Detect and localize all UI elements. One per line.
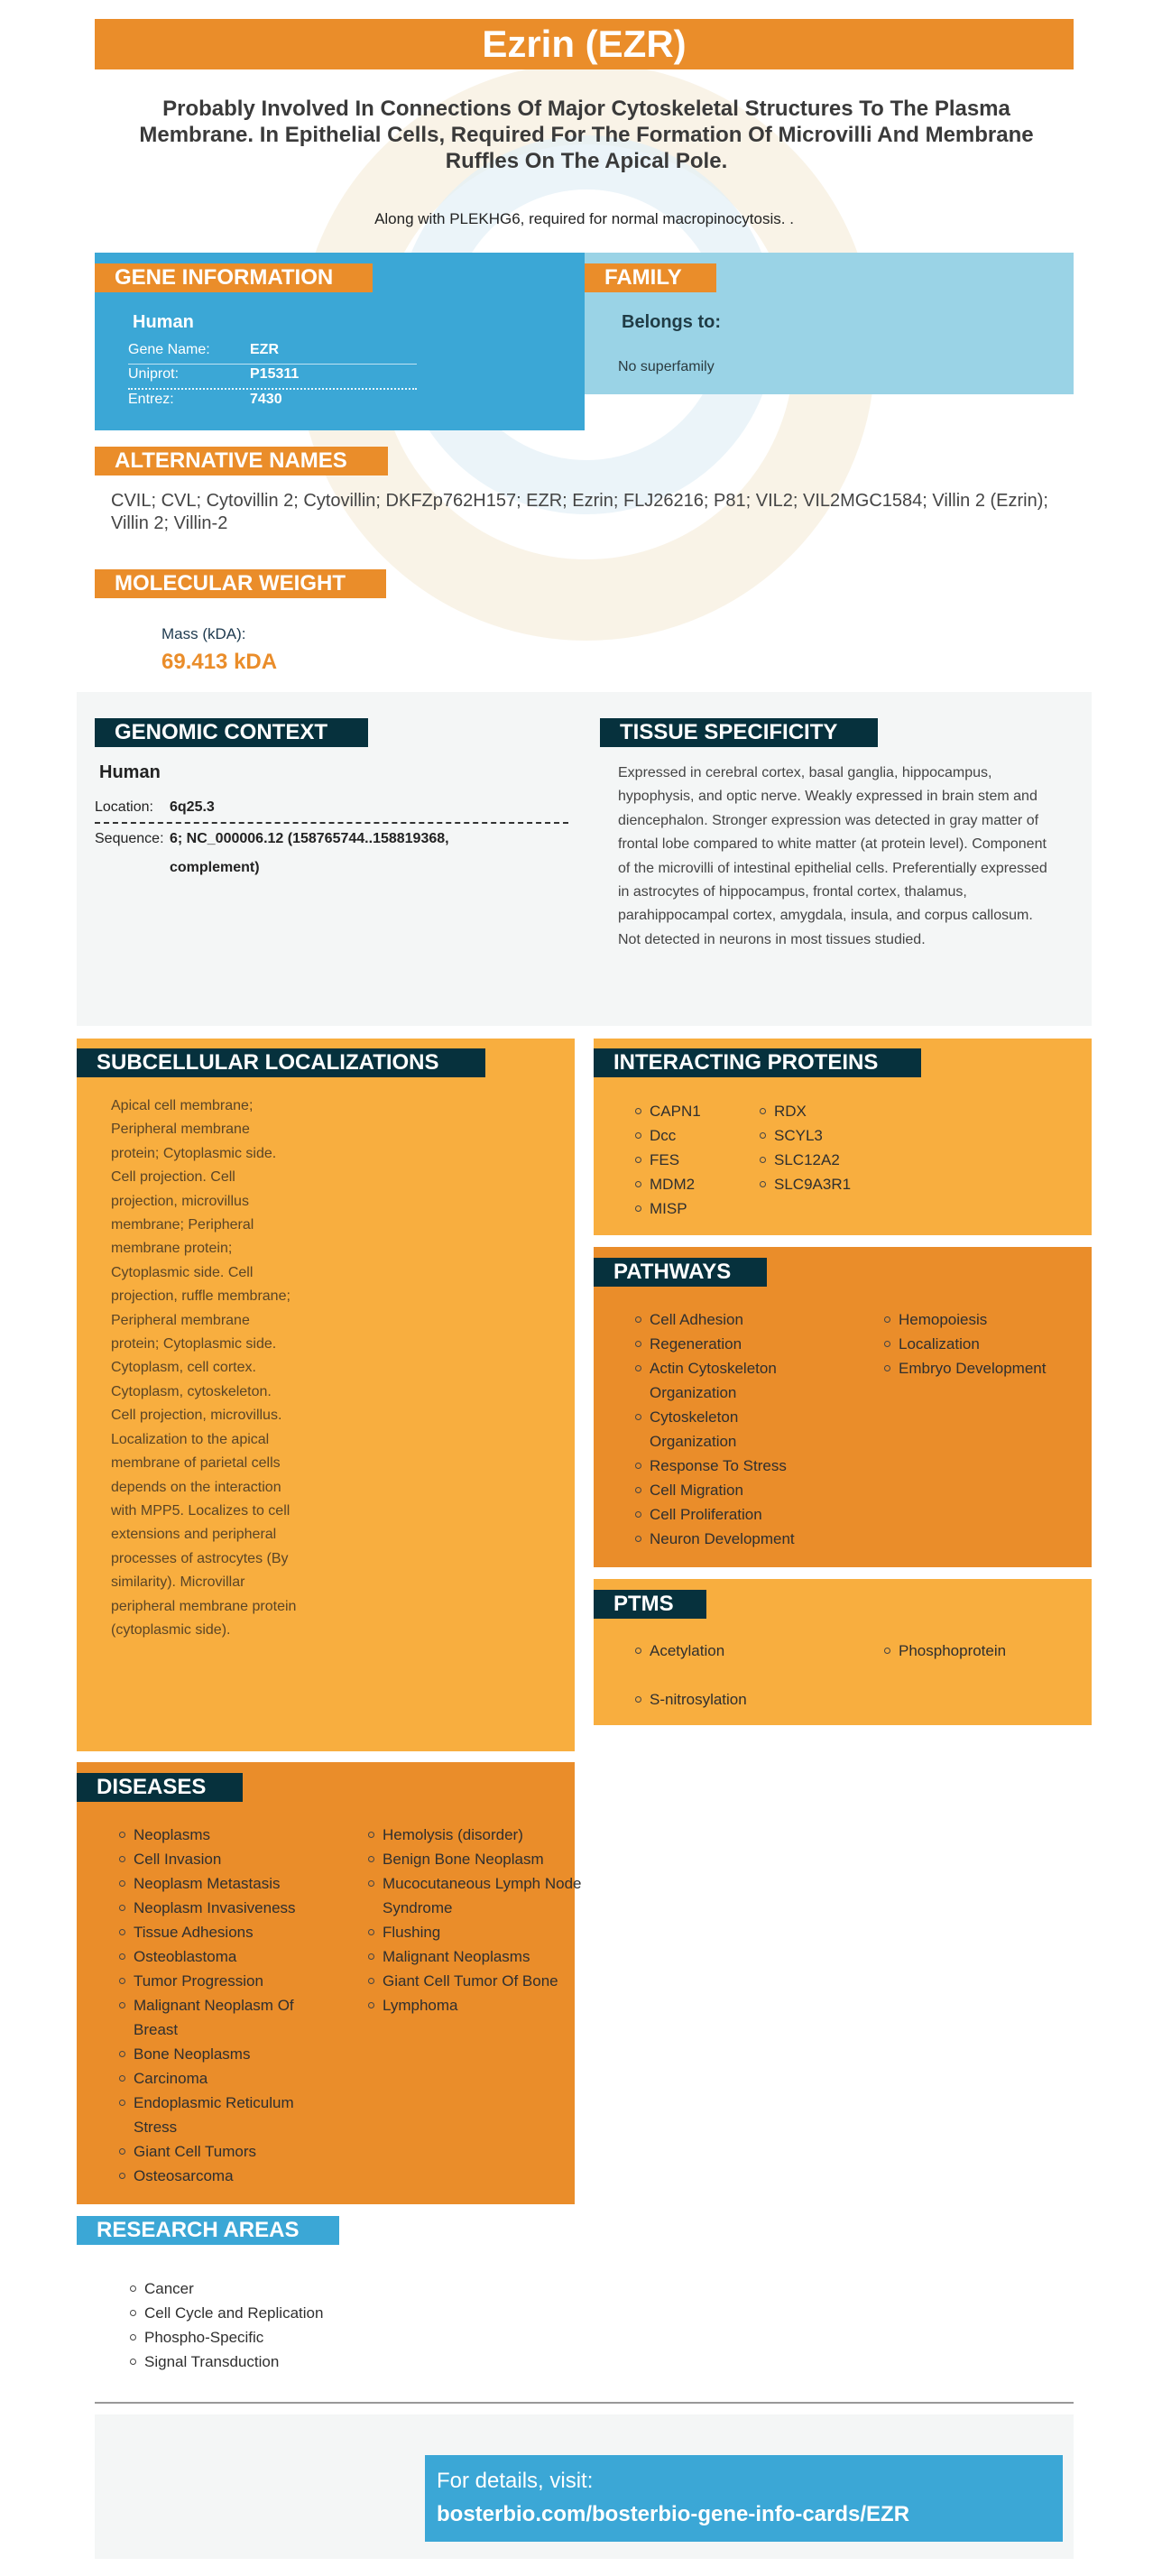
entrez-value[interactable]: 7430 — [250, 392, 282, 407]
genomic-sequence-label: Sequence: — [95, 831, 164, 846]
list-item: Acetylation — [650, 1639, 830, 1663]
function-note: Along with PLEKHG6, required for normal macropinocytosis. . — [374, 210, 794, 227]
list-item: Neoplasm Metastasis — [134, 1871, 332, 1896]
list-item: RDX — [774, 1099, 851, 1123]
alternative-names-heading: ALTERNATIVE NAMES — [95, 447, 388, 475]
ptms-heading: PTMS — [594, 1590, 706, 1619]
alternative-names-text: CVIL; CVL; Cytovillin 2; Cytovillin; DKFZp762H157; EZR; Ezrin; FLJ26216; P81; VIL2; VIL2MGC1584; Villin 2 (Ezrin); Villin 2; Villin-2 — [111, 491, 1048, 533]
list-item: Malignant Neoplasm Of Breast — [134, 1993, 332, 2042]
list-item: Tumor Progression — [134, 1969, 332, 1993]
list-item: Lymphoma — [383, 1993, 583, 2017]
list-item: Hemopoiesis — [899, 1307, 1097, 1332]
list-item: Neoplasms — [134, 1823, 332, 1847]
list-item: Flushing — [383, 1920, 583, 1944]
tissue-specificity-text: Expressed in cerebral cortex, basal ganglia, hippocampus, hypophysis, and optic nerve. Weakly expressed in brain stem and diencephalon. Stronger expression was detected in gray matter of frontal lobe compared to white matter (at protein level). Component of the microvilli of intestinal epithelial cells. Preferentially expressed in astrocytes of hippocampus, frontal cortex, thalamus, parahippocampal cortex, amygdala, insula, and corpus callosum. Not detected in neurons in most tissues studied. — [618, 765, 1047, 947]
molecular-weight-heading: MOLECULAR WEIGHT — [95, 569, 386, 598]
list-item: Giant Cell Tumors — [134, 2139, 332, 2164]
list-item: Cell Proliferation — [650, 1502, 821, 1527]
gene-name-value: EZR — [250, 342, 279, 357]
diseases-list-col1 — [114, 1823, 332, 2188]
ptms-list-col1 — [630, 1639, 830, 1712]
subcellular-text: Apical cell membrane; Peripheral membrane protein; Cytoplasmic side. Cell projection. Cell projection, microvillus membrane; Peripheral membrane protein; Cytoplasmic side. Cell projection, ruffle membrane; Peripheral membrane protein; Cytoplasmic side. Cytoplasm, cell cortex. Cytoplasm, cytoskeleton. Cell projection, microvillus. Localization to the apical membrane of parietal cells depends on the interaction with MPP5. Localizes to cell extensions and peripheral processes of astrocytes (By similarity). Microvillar peripheral membrane protein (cytoplasmic side). — [111, 1098, 297, 1638]
pathways-list-col1 — [630, 1307, 821, 1551]
list-item: FES — [650, 1148, 701, 1172]
list-item: Cancer — [144, 2276, 323, 2301]
list-item: Osteoblastoma — [134, 1944, 332, 1969]
family-value: No superfamily — [618, 359, 715, 374]
gene-information-heading: GENE INFORMATION — [95, 263, 373, 292]
footer-details-text: For details, visit: — [437, 2469, 594, 2493]
list-item: Hemolysis (disorder) — [383, 1823, 583, 1847]
list-item: Neuron Development — [650, 1527, 821, 1551]
list-item: Response To Stress — [650, 1454, 821, 1478]
genomic-divider — [95, 822, 568, 824]
list-item: Mucocutaneous Lymph Node Syndrome — [383, 1871, 583, 1920]
entrez-label: Entrez: — [128, 392, 174, 407]
genomic-sequence-line1: 6; NC_000006.12 (158765744..158819368, — [170, 831, 449, 846]
gene-info-row-name — [128, 340, 417, 365]
interacting-proteins-list-col1 — [630, 1099, 701, 1221]
list-item: Actin Cytoskeleton Organization — [650, 1356, 821, 1405]
list-item: Neoplasm Invasiveness — [134, 1896, 332, 1920]
diseases-list-col2 — [363, 1823, 583, 2017]
list-item: Tissue Adhesions — [134, 1920, 332, 1944]
genomic-location-label: Location: — [95, 799, 153, 815]
list-item: SLC9A3R1 — [774, 1172, 851, 1196]
research-areas-list — [124, 2276, 323, 2374]
research-areas-heading: RESEARCH AREAS — [77, 2216, 339, 2245]
family-panel — [585, 253, 1074, 394]
family-heading: FAMILY — [585, 263, 716, 292]
list-item: Giant Cell Tumor Of Bone — [383, 1969, 583, 1993]
gene-info-row-uniprot — [128, 365, 417, 390]
list-item: S-nitrosylation — [650, 1687, 830, 1712]
family-belongs-label: Belongs to: — [622, 312, 721, 332]
list-item: Carcinoma — [134, 2066, 332, 2091]
footer-link[interactable]: bosterbio.com/bosterbio-gene-info-cards/EZR — [437, 2502, 910, 2526]
function-summary: Probably Involved In Connections Of Major Cytoskeletal Structures To The Plasma Membrane. In Epithelial Cells, Required For The Formation Of Microvilli And Membrane Ruffles On The Apical Pole. — [139, 97, 1034, 173]
list-item: Cytoskeleton Organization — [650, 1405, 821, 1454]
list-item: Regeneration — [650, 1332, 821, 1356]
footer-divider — [95, 2402, 1074, 2404]
uniprot-value[interactable]: P15311 — [250, 366, 300, 382]
list-item: CAPN1 — [650, 1099, 701, 1123]
page-title: Ezrin (EZR) — [95, 19, 1074, 69]
gene-name-label: Gene Name: — [128, 342, 210, 357]
tissue-specificity-heading: TISSUE SPECIFICITY — [600, 718, 878, 747]
genomic-location-value: 6q25.3 — [170, 799, 215, 815]
gene-organism: Human — [133, 312, 194, 332]
list-item: Phospho-Specific — [144, 2325, 323, 2350]
ptms-list-col2 — [879, 1639, 1006, 1663]
uniprot-label: Uniprot: — [128, 366, 180, 382]
list-item: Benign Bone Neoplasm — [383, 1847, 583, 1871]
list-item: SLC12A2 — [774, 1148, 851, 1172]
list-item: Cell Migration — [650, 1478, 821, 1502]
list-item: Phosphoprotein — [899, 1639, 1006, 1663]
subcellular-heading: SUBCELLULAR LOCALIZATIONS — [77, 1048, 485, 1077]
genomic-sequence-line2: complement) — [170, 860, 260, 875]
gene-info-row-entrez — [128, 390, 417, 413]
mass-value: 69.413 kDA — [161, 650, 278, 674]
list-item: Cell Cycle and Replication — [144, 2301, 323, 2325]
list-item: Endoplasmic Reticulum Stress — [134, 2091, 332, 2139]
footer-cta[interactable] — [425, 2455, 1063, 2542]
list-item: Localization — [899, 1332, 1097, 1356]
list-item: Signal Transduction — [144, 2350, 323, 2374]
pathways-heading: PATHWAYS — [594, 1258, 767, 1287]
list-item: SCYL3 — [774, 1123, 851, 1148]
list-item: Dcc — [650, 1123, 701, 1148]
genomic-context-heading: GENOMIC CONTEXT — [95, 718, 368, 747]
list-item: Cell Adhesion — [650, 1307, 821, 1332]
list-item: Malignant Neoplasms — [383, 1944, 583, 1969]
list-item: MDM2 — [650, 1172, 701, 1196]
mass-label: Mass (kDA): — [161, 625, 246, 642]
genomic-organism: Human — [99, 762, 161, 782]
list-item: Embryo Development — [899, 1356, 1097, 1380]
list-item: Osteosarcoma — [134, 2164, 332, 2188]
list-item: Bone Neoplasms — [134, 2042, 332, 2066]
pathways-list-col2 — [879, 1307, 1097, 1380]
interacting-proteins-list-col2 — [754, 1099, 851, 1196]
list-item: Cell Invasion — [134, 1847, 332, 1871]
interacting-proteins-heading: INTERACTING PROTEINS — [594, 1048, 921, 1077]
diseases-heading: DISEASES — [77, 1773, 243, 1802]
gene-information-panel — [95, 253, 585, 430]
list-item: MISP — [650, 1196, 701, 1221]
